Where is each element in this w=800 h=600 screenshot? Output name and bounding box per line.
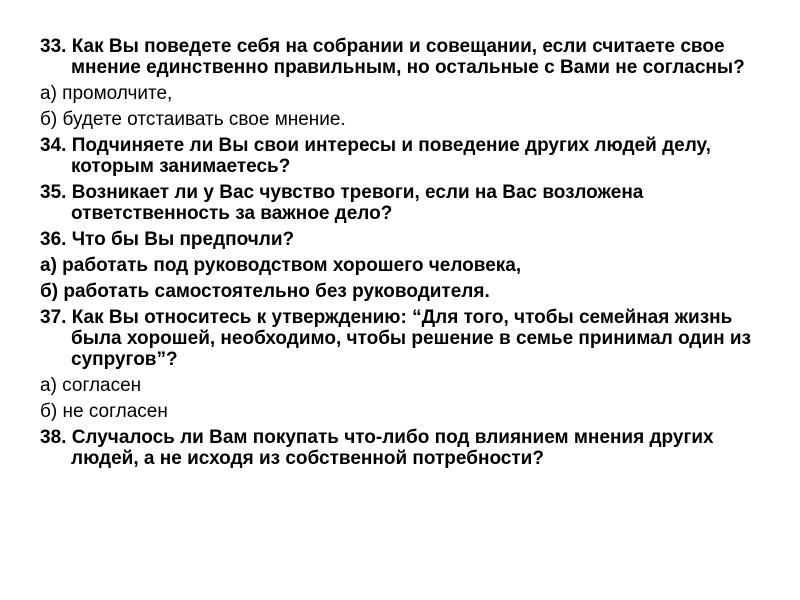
questionnaire-text (40, 36, 760, 474)
question-38: 38. Случалось ли Вам покупать что-либо под влиянием мнения других людей, а не исходя из собственной потребности? (40, 427, 714, 469)
question-36: 36. Что бы Вы предпочли? (40, 229, 295, 250)
option-37-a: а) согласен (40, 375, 142, 396)
option-36-b: б) работать самостоятельно без руководителя. (40, 281, 490, 302)
question-33: 33. Как Вы поведете себя на собрании и совещании, если считаете свое мнение единственно правильным, но остальные с Вами не согласны? (40, 36, 745, 78)
option-33-b: б) будете отстаивать свое мнение. (40, 109, 346, 130)
option-37-b: б) не согласен (40, 401, 168, 422)
question-35: 35. Возникает ли у Вас чувство тревоги, если на Вас возложена ответственность за важное дело? (40, 182, 644, 224)
question-34: 34. Подчиняете ли Вы свои интересы и поведение других людей делу, которым занимаетесь? (40, 135, 711, 177)
question-37: 37. Как Вы относитесь к утверждению: “Для того, чтобы семейная жизнь была хорошей, необходимо, чтобы решение в семье принимал один из супругов”? (40, 307, 752, 370)
option-33-a: а) промолчите, (40, 83, 173, 104)
option-36-a: а) работать под руководством хорошего человека, (40, 255, 522, 276)
